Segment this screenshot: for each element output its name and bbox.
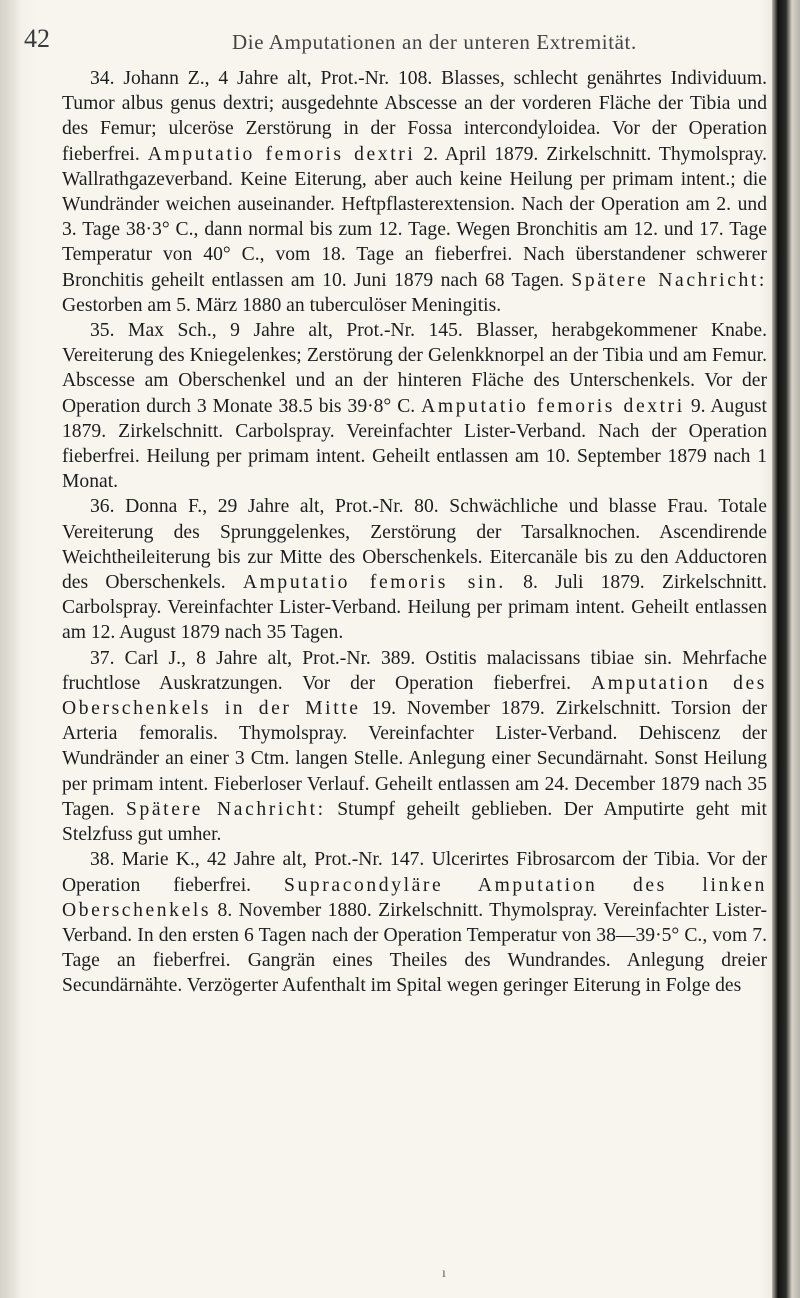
case-entry-36 [62,494,767,645]
case-entry-34 [62,66,767,318]
case-text: 37. Carl J., 8 Jahre alt, Prot.-Nr. 389. Ostitis malacissans tibiae sin. Mehrfache fruchtlose Auskratzungen. Vor der Operation fieberfrei. [62,647,767,694]
case-text: 35. Max Sch., 9 Jahre alt, Prot.-Nr. 145. Blasser, herabgekommener Knabe. Vereiterung des Kniegelenkes; Zerstörung der Gelenkknorpel an der Tibia und am Femur. Abscesse am Oberschenkel und an der hinteren Fläche des Unterschenkels. Vor der Operation durch 3 Monate 38.5 bis 39·8° C. [62,320,767,417]
page-number: 42 [24,24,50,53]
book-binding-edge [772,0,800,1298]
case-text: 19. November 1879. Zirkelschnitt. Torsion der Arteria femoralis. Thymolspray. Vereinfachter Lister-Verband. Dehiscenz der Wundränder an einer 3 Ctm. langen Stelle. Anlegung einer Secundärnaht. Sonst Heilung per primam intent. Fieberloser Verlauf. Geheilt entlassen am 24. December 1879 nach 35 Tagen. [62,698,767,820]
later-report-label: Spätere Nachricht: [571,269,767,291]
operation-name: Amputatio femoris dextri [421,395,685,417]
case-entry-37 [62,646,767,848]
case-text: Gestorben am 5. März 1880 an tuberculöser Meningitis. [62,294,502,316]
case-text: 2. April 1879. Zirkelschnitt. Thymolspray. Wallrathgazeverband. Keine Eiterung, aber auch keine Heilung per primam intent.; die Wundränder weichen auseinander. Heftpflasterextension. Nach der Operation am 2. und 3. Tage 38·3° C., dann normal bis zum 12. Tage. Wegen Bronchitis am 12. und 17. Tage Temperatur von 40° C., vom 18. Tage an fieberfrei. Nach überstandener schwerer Bronchitis geheilt entlassen am 10. Juni 1879 nach 68 Tagen. [62,143,768,291]
operation-name: Supracondyläre Amputation des linken Oberschenkels [62,874,767,921]
case-text: 8. Juli 1879. Zirkelschnitt. Carbolspray. Vereinfachter Lister-Verband. Heilung per primam intent. Geheilt entlassen am 12. August 1879 nach 35 Tagen. [62,572,767,644]
case-text: 9. August 1879. Zirkelschnitt. Carbolspray. Vereinfachter Lister-Verband. Nach der Operation fieberfrei. Heilung per primam intent. Geheilt entlassen am 10. September 1879 nach 1 Monat. [62,395,768,493]
case-text: 8. November 1880. Zirkelschnitt. Thymolspray. Vereinfachter Lister-Verband. In den ersten 6 Tagen nach der Operation Temperatur von 38—39·5° C., vom 7. Tage an fieberfrei. Gangrän eines Theiles des Wundrandes. Anlegung dreier Secundärnähte. Verzögerter Aufenthalt im Spital wegen geringer Eiterung in Folge des [62,899,767,997]
case-entry-35 [62,318,767,494]
case-text: 38. Marie K., 42 Jahre alt, Prot.-Nr. 147. Ulcerirtes Fibrosarcom der Tibia. Vor der Operation fieberfrei. [62,849,767,896]
page-mark: ı [442,1266,446,1281]
operation-name: Amputation des Oberschenkels in der Mitte [62,672,767,720]
case-entry-38 [62,847,767,998]
gutter-shadow [0,0,22,1298]
operation-name: Amputatio femoris dextri [147,143,416,165]
case-text: 34. Johann Z., 4 Jahre alt, Prot.-Nr. 108. Blasses, schlecht genährtes Individuum. Tumor albus genus dextri; ausgedehnte Abscesse an der vorderen Fläche der Tibia und des Femur; ulceröse Zerstörung in der Fossa intercondyloidea. Vor der Operation fieberfrei. [62,68,767,165]
operation-name: Amputatio femoris sin. [242,572,506,594]
running-head: Die Amputationen an der unteren Extremität. [232,30,637,54]
later-report-label: Spätere Nachricht: [125,798,326,820]
case-text: Stumpf geheilt geblieben. Der Amputirte geht mit Stelzfuss gut umher. [62,798,767,846]
body-text [62,66,767,999]
case-text: 36. Donna F., 29 Jahre alt, Prot.-Nr. 80. Schwächliche und blasse Frau. Totale Vereiterung des Sprunggelenkes, Zerstörung der Tarsalknochen. Ascendirende Weichtheileiterung bis zur Mitte des Oberschenkels. Eitercanäle bis zu den Adductoren des Oberschenkels. [62,496,767,594]
